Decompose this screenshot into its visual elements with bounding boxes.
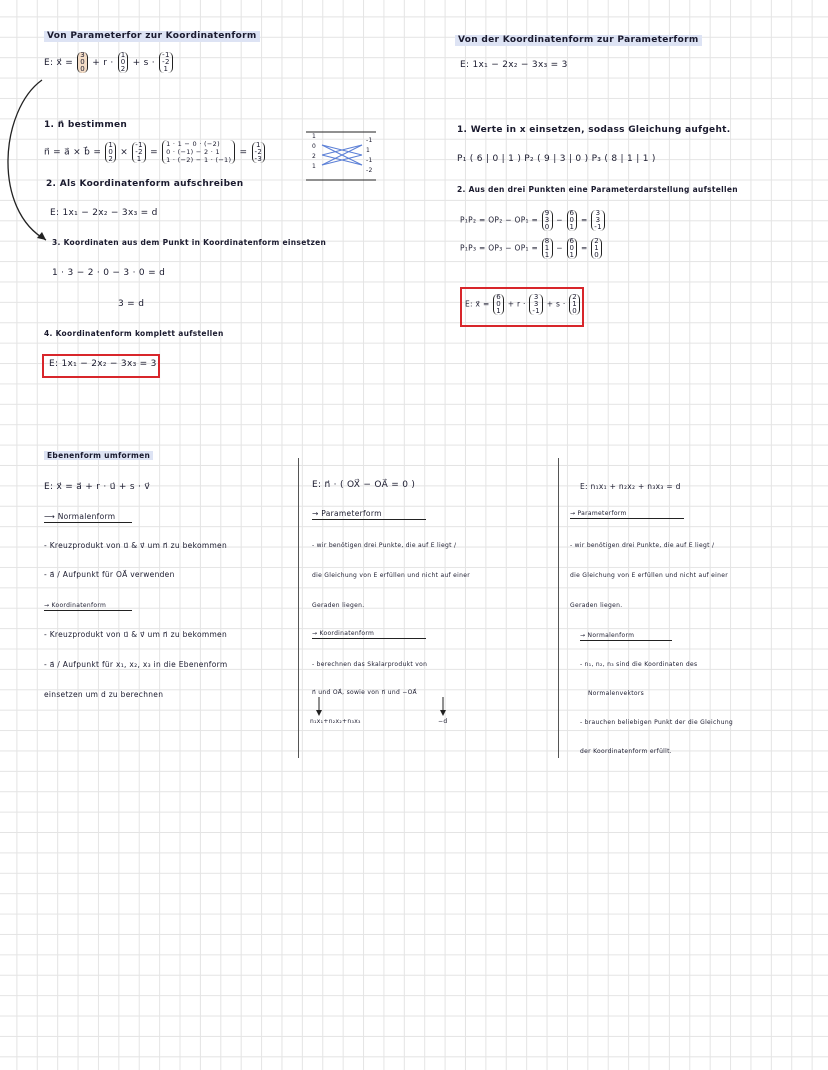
p1p2-label: P₁P₂ = OP₂ − OP₁ =	[460, 215, 539, 225]
left-step3: 3. Koordinaten aus dem Punkt in Koordinatenform einsetzen	[52, 238, 327, 247]
col2-line3: Geraden liegen.	[312, 602, 365, 609]
cross-calc-matrix: 1 · 1 − 0 · (−2) 0 · (−1) − 2 · 1 1 · (−2) − 1 · (−1)	[162, 140, 235, 164]
minus-sign-2: −	[556, 243, 563, 253]
col2-underline-2	[312, 638, 426, 639]
p1p3-vector: 2 1 0	[591, 238, 602, 259]
eq-sign: =	[580, 215, 588, 225]
col3-line7: der Koordinatenform erfüllt.	[580, 748, 672, 755]
op3-vector: 8 1 1	[542, 238, 553, 259]
eq-sign-2: =	[239, 147, 248, 158]
col2-line1: - wir benötigen drei Punkte, die auf E liegt /	[312, 542, 457, 549]
p1p3-label: P₁P₃ = OP₃ − OP₁ =	[460, 243, 539, 253]
left-step2: 2. Als Koordinatenform aufschreiben	[46, 179, 244, 189]
col2-arrow-2-head	[440, 710, 446, 716]
col2-underline-1	[312, 519, 426, 520]
bottom-heading: Ebenenform umformen	[44, 451, 153, 460]
col1-line1: - Kreuzprodukt von u⃗ & v⃗ um n⃗ zu bekommen	[44, 541, 228, 550]
col2-line6a: n₁x₁+n₂x₂+n₃x₃	[310, 718, 361, 725]
eq-prefix: E: x⃗ =	[44, 58, 74, 68]
col1-underline-2	[44, 610, 132, 611]
diagram-cross-lines	[322, 145, 362, 165]
left-step4: 4. Koordinatenform komplett aufstellen	[44, 329, 224, 338]
minus-sign: −	[556, 215, 563, 225]
col2-arrow-1-head	[316, 710, 322, 716]
col3-underline-1	[570, 518, 684, 519]
col3-line1: - wir benötigen drei Punkte, die auf E liegt /	[570, 542, 715, 549]
result-direction-v: 2 1 0	[569, 294, 580, 315]
column-divider-1	[298, 458, 299, 758]
col3-sub-normalenform: → Normalenform	[580, 632, 635, 639]
col1-line3: - Kreuzprodukt von u⃗ & v⃗ um n⃗ zu bekommen	[44, 630, 228, 639]
col3-line6: - brauchen beliebigen Punkt der die Gleichung	[580, 719, 734, 726]
col1-line5: einsetzen um d zu berechnen	[44, 690, 164, 699]
calc-line-1: 1 · 3 − 2 · 0 − 3 · 0 = d	[52, 268, 166, 278]
result-prefix: E: x⃗ =	[465, 299, 490, 309]
col3-formula: E: n₁x₁ + n₂x₂ + n₃x₃ = d	[580, 482, 681, 491]
plus-s: + s ·	[546, 299, 566, 309]
col3-sub-parameterform: → Parameterform	[570, 510, 627, 517]
three-points: P₁ ( 6 | 0 | 1 ) P₂ ( 9 | 3 | 0 ) P₃ ( 8 | 1 | 1 )	[457, 154, 656, 164]
col3-line4: - n₁, n₂, n₃ sind die Koordinaten des	[580, 661, 698, 668]
col2-line4: - berechnen das Skalarprodukt von	[312, 661, 428, 668]
p1p2-vector: 3 3 -1	[591, 210, 605, 231]
p1p3-calc	[460, 238, 603, 259]
col2-sub-koordinatenform: → Koordinatenform	[312, 630, 375, 637]
plus-r: + r ·	[92, 58, 114, 68]
curved-arrow	[8, 80, 46, 240]
result-direction-u: 3 3 -1	[529, 294, 543, 315]
op1-vector: 6 0 1	[567, 210, 578, 231]
col1-sub-normalenform: ⟶ Normalenform	[44, 512, 116, 521]
column-divider-2	[558, 458, 559, 758]
right-equation: E: 1x₁ − 2x₂ − 3x₃ = 3	[460, 60, 568, 70]
col3-line2: die Gleichung von E erfüllen und nicht auf einer	[570, 572, 728, 579]
plus-r: + r ·	[507, 299, 526, 309]
right-step2: 2. Aus den drei Punkten eine Parameterdarstellung aufstellen	[457, 185, 738, 194]
col1-formula: E: x⃗ = a⃗ + r · u⃗ + s · v⃗	[44, 482, 150, 492]
left-title: Von Parameterfor zur Koordinatenform	[44, 31, 260, 42]
col2-line5: n⃗ und OA⃗, sowie von n⃗ und −OA⃗	[312, 689, 417, 696]
col1-underline-1	[44, 522, 132, 523]
col2-line6b: −d	[438, 718, 448, 725]
eq-sign-3: =	[580, 243, 588, 253]
col2-sub-parameterform: → Parameterform	[312, 509, 382, 518]
cross-vector-a: 1 0 2	[105, 142, 116, 163]
col1-line4: - a⃗ / Aufpunkt für x₁, x₂, x₃ in die Ebenenform	[44, 660, 228, 669]
col1-sub-koordinatenform: → Koordinatenform	[44, 602, 107, 609]
op1-vector-2: 6 0 1	[567, 238, 578, 259]
p1p2-calc	[460, 210, 606, 231]
col1-line2: - a⃗ / Aufpunkt für OA⃗ verwenden	[44, 570, 175, 579]
direction-vector-v: -1 -2 1	[159, 52, 173, 73]
col3-line3: Geraden liegen.	[570, 602, 623, 609]
coord-result: E: 1x₁ − 2x₂ − 3x₃ = 3	[49, 359, 157, 369]
left-step1: 1. n⃗ bestimmen	[44, 120, 128, 130]
coord-form-line: E: 1x₁ − 2x₂ − 3x₃ = d	[50, 208, 158, 218]
right-title: Von der Koordinatenform zur Parameterform	[455, 35, 702, 46]
cross-vector-b: -1 -2 1	[132, 142, 146, 163]
n-eq-label: n⃗ = a⃗ × b⃗ =	[44, 147, 102, 158]
col2-line2: die Gleichung von E erfüllen und nicht auf einer	[312, 572, 470, 579]
calc-line-2: 3 = d	[118, 299, 145, 309]
param-result	[465, 294, 581, 315]
normal-vector-result: 1 -2 -3	[252, 142, 266, 163]
plus-s: + s ·	[132, 58, 155, 68]
right-step1: 1. Werte in x einsetzen, sodass Gleichung aufgeht.	[457, 125, 731, 135]
curved-arrow-head	[37, 232, 46, 240]
support-vector: 3 0 0	[77, 52, 88, 73]
op2-vector: 9 3 0	[542, 210, 553, 231]
eq-sign: =	[150, 147, 158, 158]
diagram-right-column: -1 1 -1 -2	[366, 137, 373, 174]
col2-formula: E: n⃗ · ( OX⃗ − OA⃗ = 0 )	[312, 480, 416, 490]
col3-underline-2	[580, 640, 672, 641]
diagram-left-column: 1 0 2 1	[312, 133, 317, 170]
result-support-vector: 6 0 1	[493, 294, 504, 315]
col3-line5: Normalenvektors	[588, 690, 645, 697]
times-sign: ×	[120, 147, 129, 158]
direction-vector-u: 1 0 2	[118, 52, 129, 73]
